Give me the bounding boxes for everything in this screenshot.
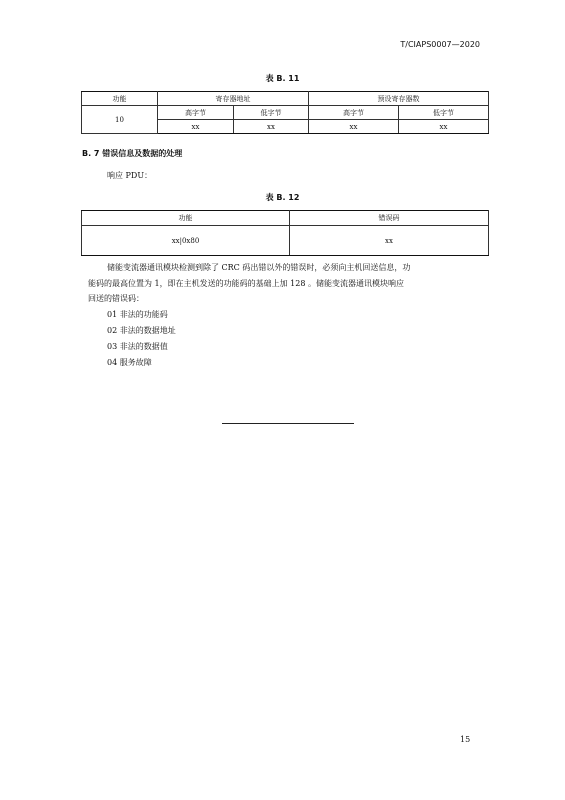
error-code-item: 04 服务故障 [107,358,152,367]
table-b11-caption: 表 B. 11 [265,74,300,83]
header-preset-register-count: 预设寄存器数 [309,92,489,106]
error-code-item: 02 非法的数据地址 [107,326,176,335]
page-number: 15 [460,735,471,744]
section-heading: B. 7 错误信息及数据的处理 [82,149,183,158]
table-b12-caption: 表 B. 12 [265,193,300,202]
header-function: 功能 [82,211,290,226]
subheader-low-byte: 低字节 [399,106,489,120]
header-register-address: 寄存器地址 [158,92,309,106]
paragraph-line: 回送的错误码： [88,294,144,303]
document-id: T/CIAPS0007—2020 [400,40,480,49]
table-cell: xx [234,120,309,134]
table-cell: xx [399,120,489,134]
table-cell: xx [309,120,399,134]
subheader-high-byte: 高字节 [309,106,399,120]
subheader-high-byte: 高字节 [158,106,234,120]
cell-function-value: 10 [82,106,158,134]
subheader-low-byte: 低字节 [234,106,309,120]
table-cell: xx [158,120,234,134]
table-b12 [81,210,489,256]
end-rule [222,423,354,424]
paragraph-line: 能码的最高位置为 1，即在主机发送的功能码的基础上加 128 。储能变流器通讯模块响应 [88,279,404,288]
error-code-item: 03 非法的数据值 [107,342,168,351]
cell-function-value: xx|0x80 [82,226,290,256]
paragraph-line: 储能变流器通讯模块检测到除了 CRC 码出错以外的错误时，必须向主机回送信息，功 [107,263,411,272]
response-pdu-label: 响应 PDU： [107,171,153,180]
header-error-code: 错误码 [290,211,489,226]
cell-error-value: xx [290,226,489,256]
header-function: 功能 [82,92,158,106]
table-b11 [81,91,489,134]
error-code-item: 01 非法的功能码 [107,310,168,319]
